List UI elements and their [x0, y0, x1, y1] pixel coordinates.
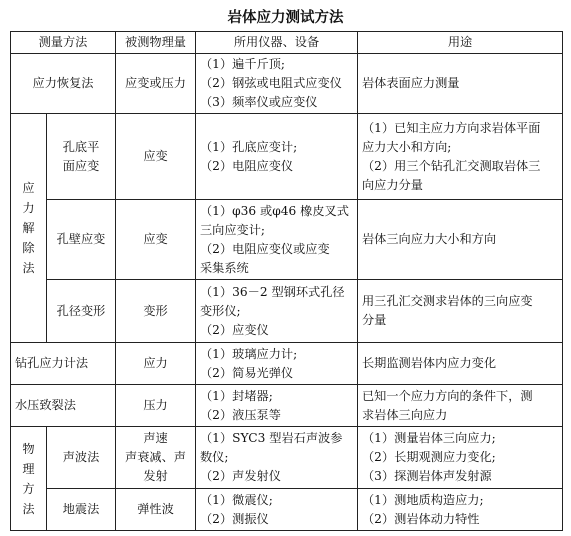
instrument-line: （1）遍千斤顶; — [200, 57, 285, 71]
instrument-line: （2）液压泵等 — [200, 407, 281, 422]
table-row — [11, 427, 563, 489]
use-line: （2）测岩体动力特性 — [362, 511, 480, 526]
header-method: 测量方法 — [11, 32, 116, 54]
instrument-line: （2）钢弦或电阻式应变仪 — [200, 76, 342, 90]
instrument-line: （2）测振仪 — [200, 511, 269, 526]
instrument-line: （2）简易光弹仪 — [200, 365, 294, 380]
use-cell — [358, 385, 563, 427]
instrument-line: （1）φ36 或φ46 橡皮叉式 — [200, 203, 349, 218]
instrument-line: （1）微震仪; — [200, 492, 273, 507]
group-label-physical — [11, 427, 47, 531]
use-cell — [358, 114, 563, 200]
method-cell: 水压致裂法 — [11, 385, 116, 427]
instrument-line: （1）孔底应变计; — [200, 139, 298, 154]
use-cell: 长期监测岩体内应力变化 — [358, 343, 563, 385]
method-cell: 孔壁应变 — [47, 200, 116, 280]
instruments-cell — [196, 427, 358, 489]
use-line: 求岩体三向应力 — [362, 407, 448, 422]
use-line: （1）已知主应力方向求岩体平面 — [362, 120, 541, 135]
instruments-cell — [196, 385, 358, 427]
instrument-line: （1）36－2 型钢环式孔径 — [200, 284, 345, 299]
quantity-cell: 应变或压力 — [116, 54, 196, 114]
use-line: （1）测地质构造应力; — [362, 492, 484, 507]
header-row — [11, 32, 563, 54]
instruments-cell — [196, 54, 358, 114]
table-row — [11, 114, 563, 200]
method-cell: 应力恢复法 — [11, 54, 116, 114]
quantity-cell: 压力 — [116, 385, 196, 427]
instrument-line: 数仪; — [200, 450, 229, 464]
use-line: （2）用三个钻孔汇交测取岩体三 — [362, 158, 541, 173]
use-line: （3）探测岩体声发射源 — [362, 469, 492, 483]
use-cell — [358, 280, 563, 343]
table-row — [11, 200, 563, 280]
instrument-line: （3）频率仪或应变仪 — [200, 95, 318, 109]
instruments-cell — [196, 280, 358, 343]
group-char: 解 — [22, 221, 35, 235]
table-row — [11, 54, 563, 114]
header-use: 用途 — [358, 32, 563, 54]
group-char: 法 — [22, 261, 35, 275]
table-row — [11, 343, 563, 385]
quantity-cell: 应变 — [116, 114, 196, 200]
use-line: 向应力分量 — [362, 177, 423, 192]
stress-test-methods-table — [10, 31, 563, 531]
instrument-line: 变形仪; — [200, 303, 241, 318]
method-cell: 声波法 — [47, 427, 116, 489]
quantity-cell: 应变 — [116, 200, 196, 280]
method-cell: 孔径变形 — [47, 280, 116, 343]
group-char: 法 — [22, 501, 35, 516]
use-cell: 岩体表面应力测量 — [358, 54, 563, 114]
quantity-line: 声速 — [143, 431, 168, 445]
group-char: 力 — [22, 201, 35, 215]
instrument-line: （1）封堵器; — [200, 388, 273, 403]
quantity-cell — [116, 427, 196, 489]
table-title: 岩体应力测试方法 — [227, 10, 344, 26]
instruments-cell — [196, 343, 358, 385]
group-label-relief — [11, 114, 47, 343]
instrument-line: 三向应变计; — [200, 222, 266, 237]
group-char: 应 — [22, 181, 35, 195]
use-cell — [358, 427, 563, 489]
header-instruments: 所用仪器、设备 — [196, 32, 358, 54]
quantity-line: 发射 — [143, 469, 168, 483]
group-char: 物 — [22, 441, 35, 456]
quantity-line: 声衰减、声 — [125, 450, 186, 464]
table-row — [11, 489, 563, 531]
method-line: 孔底平 — [62, 139, 100, 154]
quantity-cell: 变形 — [116, 280, 196, 343]
method-cell: 钻孔应力计法 — [11, 343, 116, 385]
method-cell: 地震法 — [47, 489, 116, 531]
use-line: （2）长期观测应力变化; — [362, 450, 496, 464]
instrument-line: （2）电阻应变仪 — [200, 158, 294, 173]
use-cell: 岩体三向应力大小和方向 — [358, 200, 563, 280]
use-line: （1）测量岩体三向应力; — [362, 431, 496, 445]
instruments-cell — [196, 489, 358, 531]
instrument-line: （2）声发射仪 — [200, 469, 281, 483]
instrument-line: 采集系统 — [200, 260, 249, 275]
use-line: 已知一个应力方向的条件下，测 — [362, 388, 533, 403]
use-cell — [358, 489, 563, 531]
instrument-line: （2）应变仪 — [200, 322, 269, 337]
quantity-cell: 应力 — [116, 343, 196, 385]
method-line: 面应变 — [62, 158, 100, 173]
table-row — [11, 280, 563, 343]
use-line: 分量 — [362, 313, 387, 327]
table-row — [11, 385, 563, 427]
instruments-cell — [196, 200, 358, 280]
instrument-line: （2）电阻应变仪或应变 — [200, 241, 330, 256]
quantity-cell: 弹性波 — [116, 489, 196, 531]
instrument-line: （1）SYC3 型岩石声波参 — [200, 431, 343, 445]
group-char: 理 — [22, 461, 35, 476]
use-line: 用三孔汇交测求岩体的三向应变 — [362, 294, 533, 308]
instrument-line: （1）玻璃应力计; — [200, 346, 298, 361]
instruments-cell — [196, 114, 358, 200]
use-line: 应力大小和方向; — [362, 139, 452, 154]
header-quantity: 被测物理量 — [116, 32, 196, 54]
method-cell — [47, 114, 116, 200]
group-char: 方 — [22, 481, 35, 496]
group-char: 除 — [22, 241, 35, 255]
